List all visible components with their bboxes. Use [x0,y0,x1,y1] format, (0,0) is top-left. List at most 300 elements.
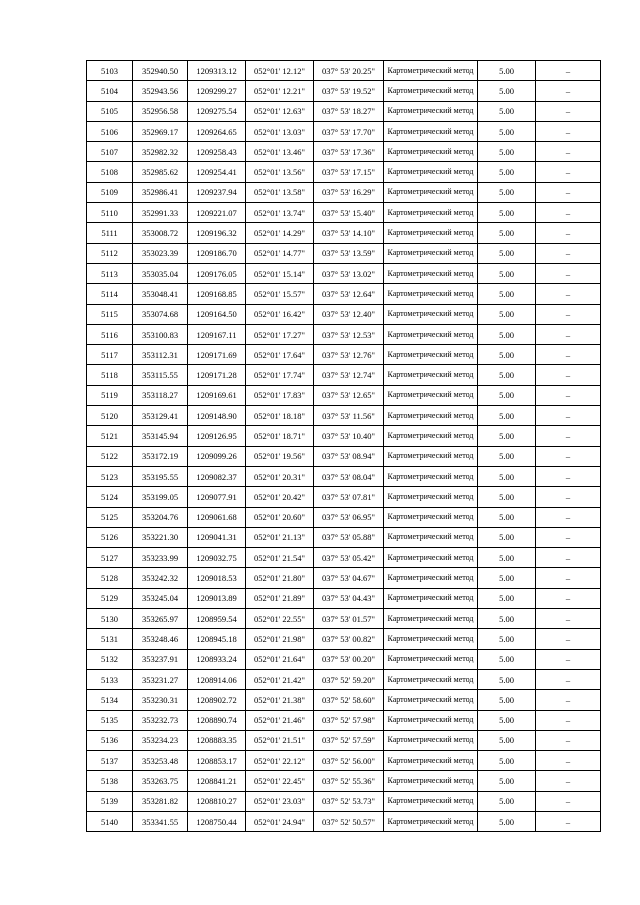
table-row [87,304,601,324]
accuracy-cell: 5.00 [478,527,536,547]
accuracy-cell: 5.00 [478,121,536,141]
y-coordinate-cell: 1209221.07 [188,203,246,223]
longitude-cell: 037° 53' 01.57" [314,609,384,629]
y-coordinate-cell: 1209313.12 [188,61,246,81]
description-cell: – [536,507,601,527]
y-coordinate-cell: 1209196.32 [188,223,246,243]
table-row [87,203,601,223]
method-cell: Картометрический метод [384,771,478,791]
table-row [87,284,601,304]
longitude-cell: 037° 53' 05.88" [314,527,384,547]
latitude-cell: 052°01' 12.21" [246,81,314,101]
table-row [87,527,601,547]
table-row [87,771,601,791]
longitude-cell: 037° 53' 16.29" [314,182,384,202]
y-coordinate-cell: 1209167.11 [188,324,246,344]
table-row [87,81,601,101]
accuracy-cell: 5.00 [478,588,536,608]
x-coordinate-cell: 353145.94 [133,426,188,446]
point-number-cell: 5129 [87,588,133,608]
accuracy-cell: 5.00 [478,426,536,446]
method-cell: Картометрический метод [384,669,478,689]
x-coordinate-cell: 353234.23 [133,730,188,750]
y-coordinate-cell: 1208945.18 [188,629,246,649]
accuracy-cell: 5.00 [478,101,536,121]
point-number-cell: 5108 [87,162,133,182]
latitude-cell: 052°01' 21.38" [246,690,314,710]
accuracy-cell: 5.00 [478,263,536,283]
x-coordinate-cell: 352982.32 [133,142,188,162]
latitude-cell: 052°01' 13.74" [246,203,314,223]
method-cell: Картометрический метод [384,223,478,243]
accuracy-cell: 5.00 [478,548,536,568]
point-number-cell: 5140 [87,811,133,831]
latitude-cell: 052°01' 20.42" [246,487,314,507]
longitude-cell: 037° 53' 08.04" [314,466,384,486]
method-cell: Картометрический метод [384,284,478,304]
x-coordinate-cell: 353008.72 [133,223,188,243]
x-coordinate-cell: 352956.58 [133,101,188,121]
description-cell: – [536,324,601,344]
method-cell: Картометрический метод [384,751,478,771]
latitude-cell: 052°01' 18.71" [246,426,314,446]
y-coordinate-cell: 1209032.75 [188,548,246,568]
y-coordinate-cell: 1208933.24 [188,649,246,669]
description-cell: – [536,487,601,507]
y-coordinate-cell: 1208914.06 [188,669,246,689]
longitude-cell: 037° 52' 50.57" [314,811,384,831]
description-cell: – [536,365,601,385]
point-number-cell: 5118 [87,365,133,385]
table-row [87,568,601,588]
description-cell: – [536,466,601,486]
accuracy-cell: 5.00 [478,406,536,426]
table-row [87,730,601,750]
x-coordinate-cell: 353172.19 [133,446,188,466]
description-cell: – [536,751,601,771]
point-number-cell: 5127 [87,548,133,568]
description-cell: – [536,791,601,811]
latitude-cell: 052°01' 13.03" [246,121,314,141]
table-row [87,791,601,811]
method-cell: Картометрический метод [384,203,478,223]
latitude-cell: 052°01' 20.60" [246,507,314,527]
description-cell: – [536,629,601,649]
description-cell: – [536,588,601,608]
description-cell: – [536,223,601,243]
x-coordinate-cell: 353242.32 [133,568,188,588]
longitude-cell: 037° 53' 05.42" [314,548,384,568]
description-cell: – [536,426,601,446]
description-cell: – [536,811,601,831]
x-coordinate-cell: 353230.31 [133,690,188,710]
table-row [87,162,601,182]
method-cell: Картометрический метод [384,629,478,649]
x-coordinate-cell: 352969.17 [133,121,188,141]
longitude-cell: 037° 53' 04.67" [314,568,384,588]
x-coordinate-cell: 353129.41 [133,406,188,426]
point-number-cell: 5121 [87,426,133,446]
x-coordinate-cell: 353112.31 [133,345,188,365]
latitude-cell: 052°01' 21.42" [246,669,314,689]
accuracy-cell: 5.00 [478,487,536,507]
table-row [87,385,601,405]
y-coordinate-cell: 1209186.70 [188,243,246,263]
point-number-cell: 5135 [87,710,133,730]
accuracy-cell: 5.00 [478,182,536,202]
table-row [87,690,601,710]
point-number-cell: 5119 [87,385,133,405]
method-cell: Картометрический метод [384,609,478,629]
x-coordinate-cell: 352940.50 [133,61,188,81]
x-coordinate-cell: 353118.27 [133,385,188,405]
point-number-cell: 5116 [87,324,133,344]
method-cell: Картометрический метод [384,446,478,466]
x-coordinate-cell: 353195.55 [133,466,188,486]
method-cell: Картометрический метод [384,466,478,486]
point-number-cell: 5128 [87,568,133,588]
table-row [87,588,601,608]
point-number-cell: 5112 [87,243,133,263]
table-row [87,61,601,81]
description-cell: – [536,690,601,710]
point-number-cell: 5115 [87,304,133,324]
description-cell: – [536,121,601,141]
point-number-cell: 5132 [87,649,133,669]
longitude-cell: 037° 53' 08.94" [314,446,384,466]
method-cell: Картометрический метод [384,548,478,568]
accuracy-cell: 5.00 [478,61,536,81]
longitude-cell: 037° 53' 12.64" [314,284,384,304]
latitude-cell: 052°01' 22.12" [246,751,314,771]
method-cell: Картометрический метод [384,182,478,202]
accuracy-cell: 5.00 [478,609,536,629]
x-coordinate-cell: 353341.55 [133,811,188,831]
method-cell: Картометрический метод [384,263,478,283]
accuracy-cell: 5.00 [478,730,536,750]
table-row [87,487,601,507]
table-row [87,263,601,283]
description-cell: – [536,730,601,750]
y-coordinate-cell: 1208750.44 [188,811,246,831]
y-coordinate-cell: 1208853.17 [188,751,246,771]
point-number-cell: 5111 [87,223,133,243]
point-number-cell: 5138 [87,771,133,791]
description-cell: – [536,669,601,689]
y-coordinate-cell: 1209169.61 [188,385,246,405]
accuracy-cell: 5.00 [478,710,536,730]
latitude-cell: 052°01' 21.51" [246,730,314,750]
table-row [87,609,601,629]
x-coordinate-cell: 352985.62 [133,162,188,182]
method-cell: Картометрический метод [384,365,478,385]
x-coordinate-cell: 353233.99 [133,548,188,568]
method-cell: Картометрический метод [384,568,478,588]
longitude-cell: 037° 53' 00.82" [314,629,384,649]
longitude-cell: 037° 53' 18.27" [314,101,384,121]
point-number-cell: 5103 [87,61,133,81]
latitude-cell: 052°01' 21.64" [246,649,314,669]
table-row [87,811,601,831]
latitude-cell: 052°01' 13.46" [246,142,314,162]
table-row [87,548,601,568]
latitude-cell: 052°01' 21.13" [246,527,314,547]
table-row [87,345,601,365]
longitude-cell: 037° 53' 04.43" [314,588,384,608]
point-number-cell: 5139 [87,791,133,811]
method-cell: Картометрический метод [384,507,478,527]
point-number-cell: 5137 [87,751,133,771]
point-number-cell: 5125 [87,507,133,527]
x-coordinate-cell: 352986.41 [133,182,188,202]
accuracy-cell: 5.00 [478,751,536,771]
description-cell: – [536,609,601,629]
x-coordinate-cell: 353023.39 [133,243,188,263]
description-cell: – [536,406,601,426]
longitude-cell: 037° 53' 12.53" [314,324,384,344]
method-cell: Картометрический метод [384,588,478,608]
y-coordinate-cell: 1208890.74 [188,710,246,730]
longitude-cell: 037° 52' 55.36" [314,771,384,791]
x-coordinate-cell: 353253.48 [133,751,188,771]
latitude-cell: 052°01' 14.77" [246,243,314,263]
latitude-cell: 052°01' 21.54" [246,548,314,568]
method-cell: Картометрический метод [384,791,478,811]
method-cell: Картометрический метод [384,61,478,81]
longitude-cell: 037° 53' 07.81" [314,487,384,507]
method-cell: Картометрический метод [384,730,478,750]
description-cell: – [536,81,601,101]
latitude-cell: 052°01' 13.56" [246,162,314,182]
table-row [87,365,601,385]
longitude-cell: 037° 52' 56.00" [314,751,384,771]
accuracy-cell: 5.00 [478,203,536,223]
latitude-cell: 052°01' 18.18" [246,406,314,426]
y-coordinate-cell: 1209237.94 [188,182,246,202]
description-cell: – [536,243,601,263]
method-cell: Картометрический метод [384,324,478,344]
x-coordinate-cell: 353100.83 [133,324,188,344]
x-coordinate-cell: 353265.97 [133,609,188,629]
y-coordinate-cell: 1208959.54 [188,609,246,629]
method-cell: Картометрический метод [384,81,478,101]
coordinates-table [86,60,601,832]
table-row [87,426,601,446]
y-coordinate-cell: 1209171.69 [188,345,246,365]
description-cell: – [536,304,601,324]
latitude-cell: 052°01' 17.27" [246,324,314,344]
y-coordinate-cell: 1209168.85 [188,284,246,304]
table-body [87,61,601,832]
longitude-cell: 037° 53' 17.70" [314,121,384,141]
y-coordinate-cell: 1209164.50 [188,304,246,324]
longitude-cell: 037° 52' 57.98" [314,710,384,730]
table-row [87,629,601,649]
point-number-cell: 5133 [87,669,133,689]
accuracy-cell: 5.00 [478,568,536,588]
method-cell: Картометрический метод [384,406,478,426]
longitude-cell: 037° 53' 15.40" [314,203,384,223]
point-number-cell: 5123 [87,466,133,486]
latitude-cell: 052°01' 12.12" [246,61,314,81]
longitude-cell: 037° 53' 12.40" [314,304,384,324]
method-cell: Картометрический метод [384,710,478,730]
point-number-cell: 5105 [87,101,133,121]
table-row [87,649,601,669]
latitude-cell: 052°01' 24.94" [246,811,314,831]
longitude-cell: 037° 53' 12.76" [314,345,384,365]
description-cell: – [536,446,601,466]
method-cell: Картометрический метод [384,385,478,405]
accuracy-cell: 5.00 [478,771,536,791]
x-coordinate-cell: 353248.46 [133,629,188,649]
longitude-cell: 037° 53' 13.02" [314,263,384,283]
accuracy-cell: 5.00 [478,243,536,263]
method-cell: Картометрический метод [384,101,478,121]
latitude-cell: 052°01' 13.58" [246,182,314,202]
y-coordinate-cell: 1209077.91 [188,487,246,507]
x-coordinate-cell: 353074.68 [133,304,188,324]
table-row [87,507,601,527]
accuracy-cell: 5.00 [478,446,536,466]
description-cell: – [536,548,601,568]
table-row [87,406,601,426]
point-number-cell: 5126 [87,527,133,547]
point-number-cell: 5117 [87,345,133,365]
latitude-cell: 052°01' 21.89" [246,588,314,608]
method-cell: Картометрический метод [384,345,478,365]
latitude-cell: 052°01' 15.14" [246,263,314,283]
y-coordinate-cell: 1209264.65 [188,121,246,141]
longitude-cell: 037° 53' 11.56" [314,406,384,426]
longitude-cell: 037° 52' 53.73" [314,791,384,811]
description-cell: – [536,710,601,730]
method-cell: Картометрический метод [384,527,478,547]
longitude-cell: 037° 53' 17.36" [314,142,384,162]
latitude-cell: 052°01' 17.64" [246,345,314,365]
accuracy-cell: 5.00 [478,284,536,304]
latitude-cell: 052°01' 21.98" [246,629,314,649]
point-number-cell: 5104 [87,81,133,101]
method-cell: Картометрический метод [384,426,478,446]
y-coordinate-cell: 1209099.26 [188,446,246,466]
method-cell: Картометрический метод [384,162,478,182]
latitude-cell: 052°01' 21.46" [246,710,314,730]
method-cell: Картометрический метод [384,811,478,831]
table-row [87,751,601,771]
latitude-cell: 052°01' 23.03" [246,791,314,811]
accuracy-cell: 5.00 [478,324,536,344]
longitude-cell: 037° 53' 12.65" [314,385,384,405]
x-coordinate-cell: 352943.56 [133,81,188,101]
table-row [87,182,601,202]
y-coordinate-cell: 1208841.21 [188,771,246,791]
y-coordinate-cell: 1209171.28 [188,365,246,385]
accuracy-cell: 5.00 [478,690,536,710]
description-cell: – [536,101,601,121]
y-coordinate-cell: 1209258.43 [188,142,246,162]
point-number-cell: 5120 [87,406,133,426]
x-coordinate-cell: 353035.04 [133,263,188,283]
accuracy-cell: 5.00 [478,304,536,324]
description-cell: – [536,568,601,588]
y-coordinate-cell: 1208902.72 [188,690,246,710]
point-number-cell: 5113 [87,263,133,283]
x-coordinate-cell: 353204.76 [133,507,188,527]
y-coordinate-cell: 1208810.27 [188,791,246,811]
table-row [87,710,601,730]
table-row [87,669,601,689]
description-cell: – [536,649,601,669]
point-number-cell: 5124 [87,487,133,507]
accuracy-cell: 5.00 [478,345,536,365]
x-coordinate-cell: 353048.41 [133,284,188,304]
accuracy-cell: 5.00 [478,223,536,243]
table-row [87,446,601,466]
accuracy-cell: 5.00 [478,669,536,689]
x-coordinate-cell: 353232.73 [133,710,188,730]
y-coordinate-cell: 1209148.90 [188,406,246,426]
latitude-cell: 052°01' 21.80" [246,568,314,588]
description-cell: – [536,771,601,791]
y-coordinate-cell: 1209013.89 [188,588,246,608]
accuracy-cell: 5.00 [478,162,536,182]
table-row [87,101,601,121]
y-coordinate-cell: 1209275.54 [188,101,246,121]
description-cell: – [536,263,601,283]
method-cell: Картометрический метод [384,487,478,507]
y-coordinate-cell: 1209126.95 [188,426,246,446]
description-cell: – [536,162,601,182]
longitude-cell: 037° 53' 13.59" [314,243,384,263]
y-coordinate-cell: 1209299.27 [188,81,246,101]
method-cell: Картометрический метод [384,121,478,141]
table-row [87,223,601,243]
method-cell: Картометрический метод [384,690,478,710]
y-coordinate-cell: 1209061.68 [188,507,246,527]
y-coordinate-cell: 1209041.31 [188,527,246,547]
table-row [87,243,601,263]
accuracy-cell: 5.00 [478,142,536,162]
description-cell: – [536,527,601,547]
latitude-cell: 052°01' 22.55" [246,609,314,629]
y-coordinate-cell: 1209176.05 [188,263,246,283]
longitude-cell: 037° 53' 12.74" [314,365,384,385]
longitude-cell: 037° 53' 10.40" [314,426,384,446]
x-coordinate-cell: 353221.30 [133,527,188,547]
y-coordinate-cell: 1209254.41 [188,162,246,182]
x-coordinate-cell: 353281.82 [133,791,188,811]
latitude-cell: 052°01' 12.63" [246,101,314,121]
description-cell: – [536,385,601,405]
longitude-cell: 037° 53' 00.20" [314,649,384,669]
x-coordinate-cell: 353199.05 [133,487,188,507]
x-coordinate-cell: 353263.75 [133,771,188,791]
longitude-cell: 037° 52' 57.59" [314,730,384,750]
longitude-cell: 037° 52' 59.20" [314,669,384,689]
accuracy-cell: 5.00 [478,649,536,669]
point-number-cell: 5107 [87,142,133,162]
description-cell: – [536,182,601,202]
y-coordinate-cell: 1209082.37 [188,466,246,486]
latitude-cell: 052°01' 17.74" [246,365,314,385]
point-number-cell: 5110 [87,203,133,223]
point-number-cell: 5136 [87,730,133,750]
table-row [87,324,601,344]
y-coordinate-cell: 1208883.35 [188,730,246,750]
point-number-cell: 5122 [87,446,133,466]
longitude-cell: 037° 53' 06.95" [314,507,384,527]
